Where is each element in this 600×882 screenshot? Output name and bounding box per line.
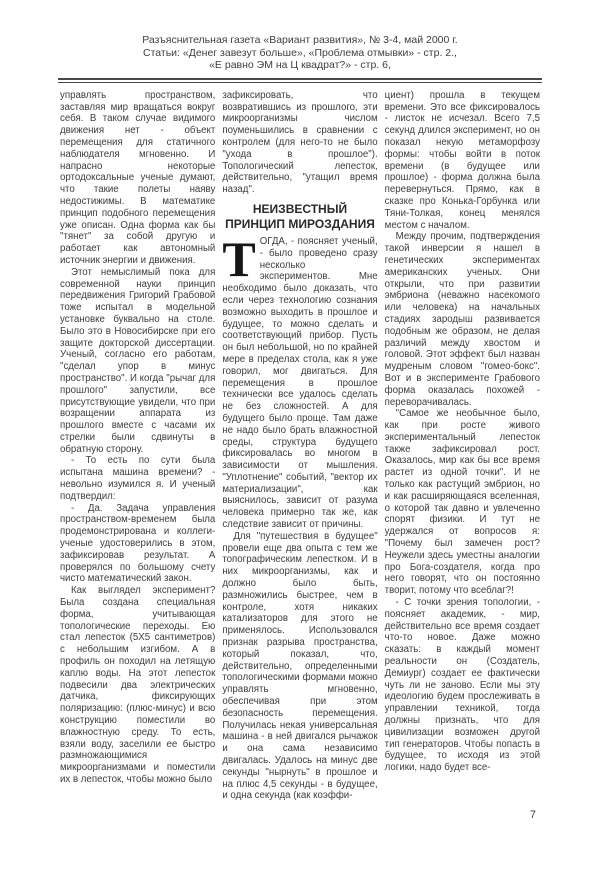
page-footer xyxy=(64,809,536,821)
paragraph: управлять пространством, заставляя мир вращаться вокруг себя. В таком случае видимого движения нет - объект перемещения для статичного наблюдателя мгновенно. И напрасно некоторые ортодоксальные ученые думают, что такие полеты наяву недостижимы. В математике принцип подобного перемещения уже описан. Одна форма как бы "тянет" за собой другую и работает как автономный источник энергии и движения. xyxy=(60,89,216,266)
paragraph: "Самое же необычное было, как при росте живого экспериментальный лепесток также зафиксировал рост. Оказалось, мир как бы все время растет из одной точки". И не только как растущий эмбрион, но и как расширяющаяся вселенная, о которой так давно и увлеченно спорят физики. И тут не удержался от вопросов я: "Почему был замечен рост? Неужели здесь уместны аналогии про Бога-создателя, когда про него говорят, что он постоянно творит, потому что всеблаг?! xyxy=(384,408,540,597)
section-heading-line-1: НЕИЗВЕСТНЫЙ xyxy=(252,201,348,216)
newspaper-page xyxy=(0,34,600,882)
column-1 xyxy=(60,90,215,802)
header-divider-rule xyxy=(58,78,542,83)
paragraph: Между прочим, подтверждения такой инверсии я нашел в генетических экспериментах американских ученых. Они открыли, что при развитии эмбриона (неважно насекомого или человека) на начальных стадиях зародыш развивается подобным же образом, не делая различий между хвостом и головой. Этот эффект был назван мудреным словом "гомео-бокс". Вот и в эксперименте Грабового форма оказалась похожей - переворачивалась. xyxy=(384,231,540,408)
page-number: 7 xyxy=(529,809,536,822)
section-heading xyxy=(222,202,377,232)
paragraph: Для "путешествия в будущее" провели еще два опыта с тем же топографическим лепестком. И в них микроорганизмы, как и должно было быть, размножились быстрее, чем в контроле, хотя никаких катализаторов для этого не применялось. Использовался признак разрыва пространства, который показал, что, действительно, определенными топологическими формами можно управлять мгновенно, обеспечивая при этом безопасность перемещения. Получилась некая универсальная машина - в ней двигался рычажок и она сама независимо двигалась. Удалось на минус две секунды "нырнуть" в прошлое и на плюс 4,5 секунды - в будущее, и одна секунда (как коэффи- xyxy=(222,530,378,802)
column-2 xyxy=(222,90,377,802)
paragraph: циент) прошла в текущем времени. Это все фиксировалось - листок не исчезал. Всего 7,5 секунд длился эксперимент, но он показал некую метаморфозу формы: чтобы войти в поток времени (в будущее или прошлое) - форма должна была перевернуться. Прямо, как в сказке про Конька-Горбунка или Тяни-Толкая, конец менялся местом с началом. xyxy=(384,89,540,231)
paragraph: зафиксировать, что возвратившись из прошлого, эти микроорганизмы числом поуменьшились в сравнении с контролем (для него-то не было "ухода в прошлое"). Топологический лепесток, действительно, "утащил время назад". xyxy=(222,89,378,196)
article-columns xyxy=(60,90,540,802)
masthead-line-2: Статьи: «Денег завезут больше», «Проблема отмывки» - стр. 2., xyxy=(143,46,457,59)
section-heading-line-2: ПРИНЦИП МИРОЗДАНИЯ xyxy=(225,216,375,231)
paragraph: Как выглядел эксперимент? Была создана специальная форма, учитывающая топологические переходы. Ею стал лепесток (5Х5 сантиметров) с небольшим изгибом. А в профиль он походил на летящую каплю воды. На этот лепесток подвесили два электрических датчика, фиксирующих поляризацию: (плюс-минус) и всю конструкцию поместили во влажностную среду. То есть, взяли воду, заселили ее быстро размножающимися микроорганизмами и поместили их в лепесток, чтобы можно было xyxy=(60,585,216,785)
masthead xyxy=(60,34,540,72)
drop-cap-letter: Т xyxy=(222,230,256,287)
masthead-line-3: «Е равно ЭМ на Ц квадрат?» - стр. 6, xyxy=(209,59,391,72)
column-3 xyxy=(385,90,540,802)
paragraph: - Да. Задача управления пространством-временем была продемонстрирована и коллеги-ученые удостоверились в этом, зафиксировав результат. А проверялся по большому счету чисто математический закон. xyxy=(60,502,216,585)
paragraph: Этот немыслимый пока для современной науки принцип передвижения Григорий Грабовой тоже испытал в модельной установке буквально на столе. Было это в Новосибирске при его защите докторской диссертации. Ученый, согласно его работам, "сделал упор в минус пространство". И когда "рычаг для прошлого" запустили, все присутствующие увидели, что при возращении аппарата из прошлого вместе с часами их стрелки были сдвинуты в обратную сторону. xyxy=(60,266,216,455)
paragraph-text: ОГДА, - поясняет ученый, - было проведено сразу несколько экспериментов. Мне необходимо было доказать, что если через технологию сознания возможно выходить в прошлое и будущее, то можно сделать и соответствующий прибор. Пусть он был небольшой, но по крайней мере в пределах стола, как я уже говорил, мог двигаться. Для перемещения в прошлое технически все удалось сделать не без сложностей. А для будущего было проще. Там даже не надо было брать влажностной среды, структура будущего фиксировалась во многом в зависимости от мышления. "Уплотнение" событий, "вектор их материализации", как выяснилось, зависит от разума человека примерно так же, как следствие зависит от причины. xyxy=(222,235,378,531)
paragraph-with-dropcap xyxy=(222,230,378,531)
paragraph: - С точки зрения топологии, - поясняет академик, - мир, действительно все время создает что-то новое. Даже можно сказать: в каждый момент реальности он (Создатель, Демиург) создает ее фактически чуть ли не заново. Если мы эту идеологию будем прослеживать в управлении техникой, тогда должны признать, что для цивилизации возможен другой тип генераторов. Чтобы попасть в будущее, то исходя из этой логики, надо будет все- xyxy=(384,597,540,774)
masthead-line-1: Разъяснительная газета «Вариант развития», № 3-4, май 2000 г. xyxy=(142,34,458,46)
paragraph: - То есть по сути была испытана машина времени? - невольно изумился я. И ученый подтвердил: xyxy=(60,455,216,502)
